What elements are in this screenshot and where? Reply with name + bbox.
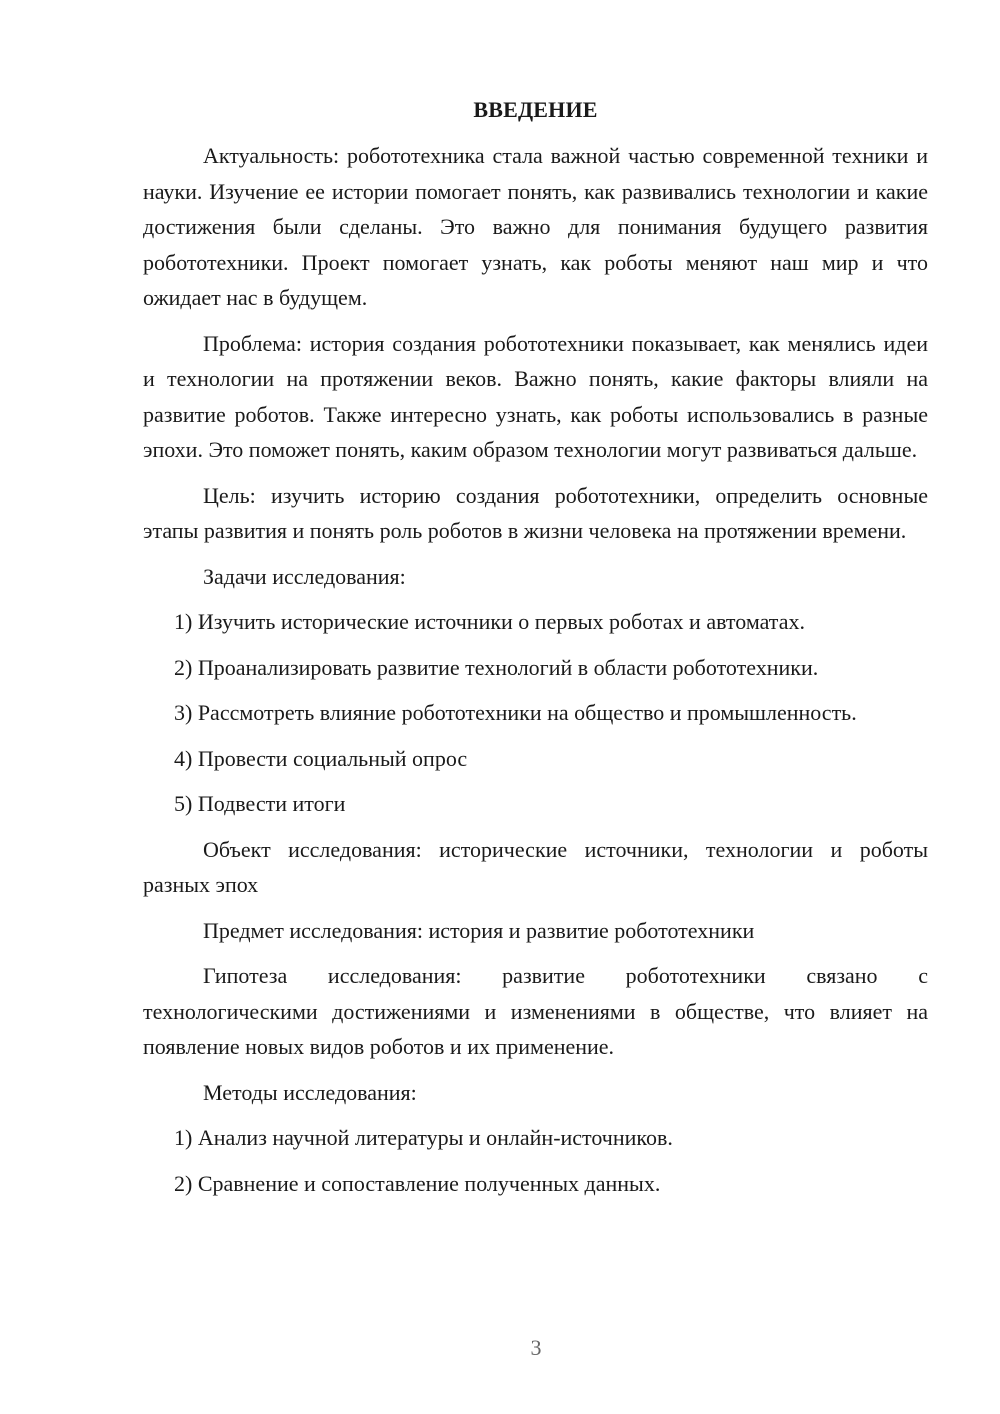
method-item-2: 2) Сравнение и сопоставление полученных данных.	[174, 1170, 661, 1196]
paragraph-subject: Предмет исследования: история и развитие робототехники	[203, 917, 755, 943]
paragraph-relevance: Актуальность: робототехника стала важной частью современной техники и науки. Изучение ее истории помогает понять, как развивались технологии и какие достижения были сделаны. Это важно для понимания будущего развития робототехники. Проект помогает узнать, как роботы меняют наш мир и что ожидает нас в будущем.	[143, 143, 928, 310]
section-title: ВВЕДЕНИЕ	[473, 97, 598, 122]
paragraph-problem: Проблема: история создания робототехники показывает, как менялись идеи и технологии на протяжении веков. Важно понять, какие факторы влияли на развитие роботов. Также интересно узнать, как роботы использовались в разные эпохи. Это поможет понять, каким образом технологии могут развиваться дальше.	[143, 330, 928, 462]
task-item-1: 1) Изучить исторические источники о первых роботах и автоматах.	[174, 609, 805, 634]
method-item-1: 1) Анализ научной литературы и онлайн-источников.	[174, 1125, 673, 1150]
task-item-5: 5) Подвести итоги	[174, 791, 346, 816]
methods-heading: Методы исследования:	[203, 1079, 417, 1105]
page-content	[143, 92, 928, 1211]
paragraph-goal: Цель: изучить историю создания робототехники, определить основные этапы развития и понять роль роботов в жизни человека на протяжении времени.	[143, 482, 928, 543]
paragraph-hypothesis: Гипотеза исследования: развитие робототехники связано с технологическими достижениями и изменениями в обществе, что влияет на появление новых видов роботов и их применение.	[143, 963, 928, 1059]
task-item-2: 2) Проанализировать развитие технологий в области робототехники.	[174, 654, 819, 680]
tasks-heading: Задачи исследования:	[203, 563, 406, 589]
task-item-3: 3) Рассмотреть влияние робототехники на общество и промышленность.	[174, 700, 857, 725]
page-number: 3	[530, 1335, 542, 1360]
paragraph-object: Объект исследования: исторические источники, технологии и роботы разных эпох	[143, 836, 928, 897]
task-item-4: 4) Провести социальный опрос	[174, 745, 468, 771]
